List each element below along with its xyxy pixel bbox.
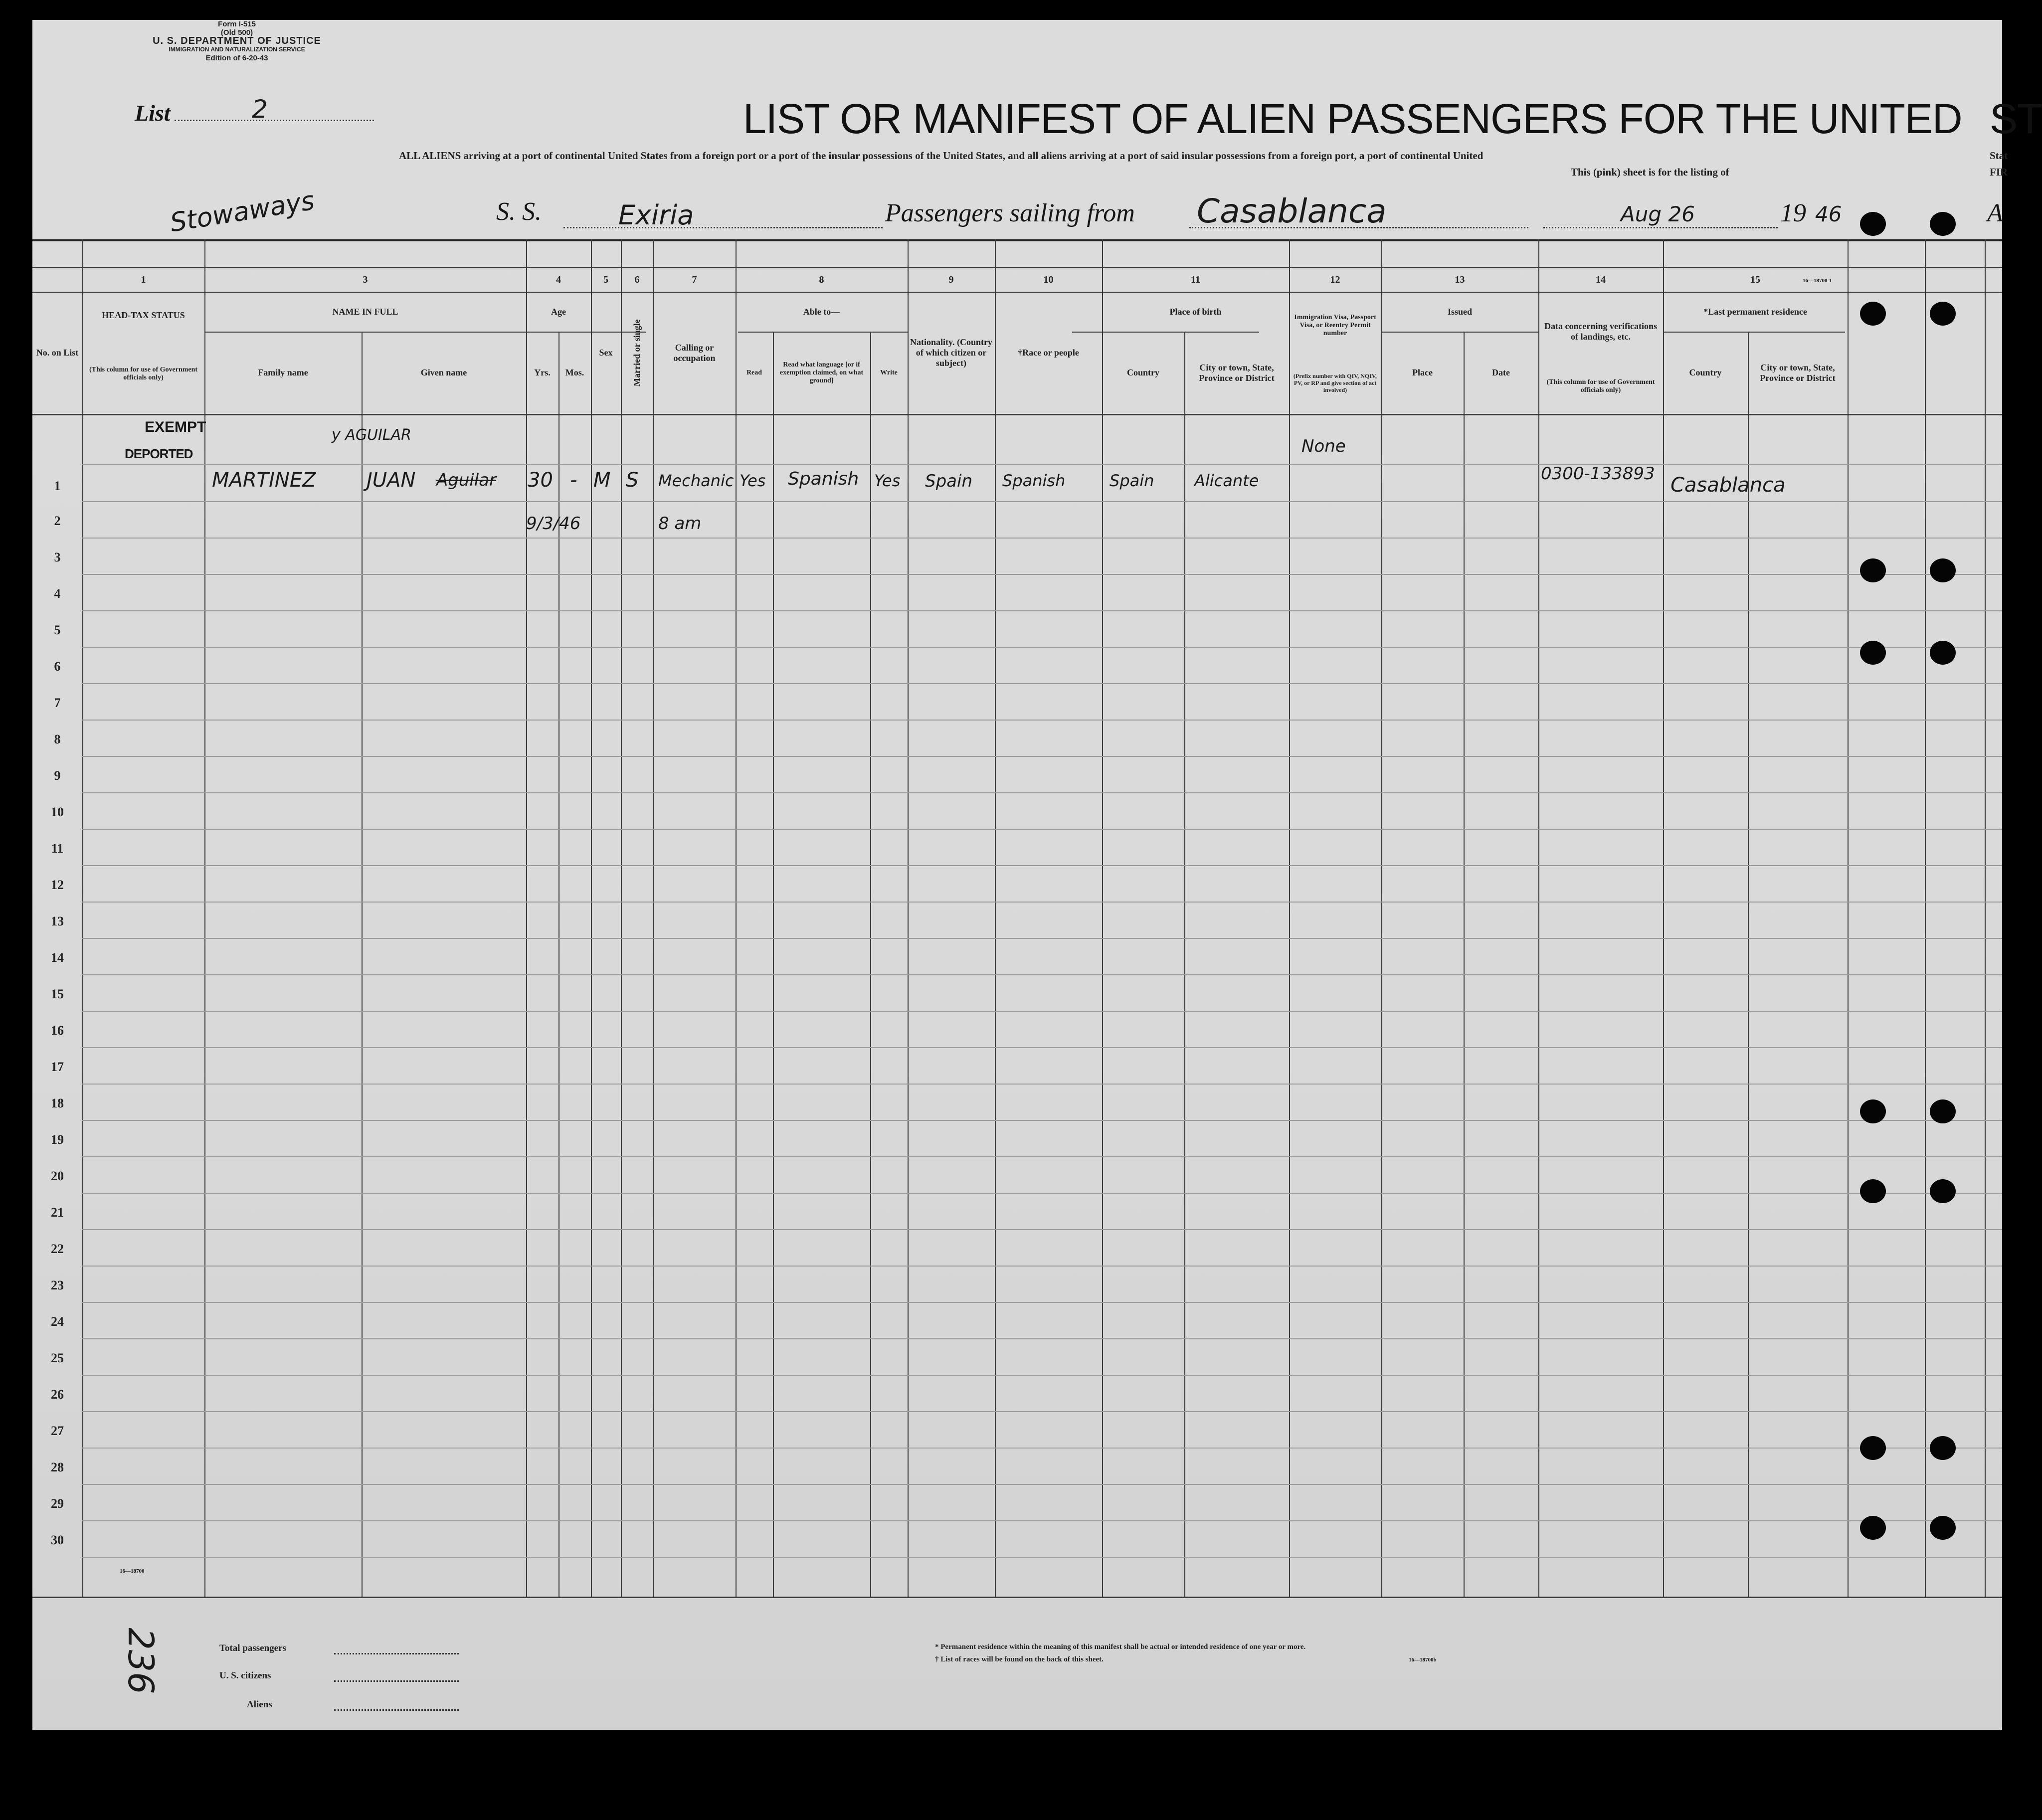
ss-label: S. S. — [496, 197, 542, 226]
col-line — [1381, 239, 1382, 1597]
row-number: 17 — [51, 1060, 64, 1074]
row-number: 12 — [51, 878, 64, 892]
column-number: 1 — [141, 274, 146, 285]
row-rule — [82, 938, 2002, 939]
row-rule — [82, 829, 2002, 830]
service-label: IMMIGRATION AND NATURALIZATION SERVICE — [169, 46, 305, 53]
residence-country-value: Casablanca — [1671, 474, 1786, 497]
header-nationality: Nationality. (Country of which citizen or subject) — [910, 337, 993, 368]
ship-name: Exiria — [618, 199, 694, 231]
header-married: Married or single — [632, 319, 642, 386]
subtitle-right-2: FIR — [1990, 166, 2008, 178]
col-line — [995, 239, 996, 1597]
row-rule — [82, 610, 2002, 611]
row-rule — [82, 538, 2002, 539]
column-number: 3 — [363, 274, 368, 285]
header-issued-place: Place — [1412, 367, 1433, 377]
stowaways-note: Stowaways — [168, 185, 317, 238]
row-rule — [82, 683, 2002, 684]
row-number: 21 — [51, 1205, 64, 1220]
given-name-struck: Aguilar — [436, 470, 497, 490]
binder-hole — [1860, 212, 1886, 236]
header-verification: Data concerning verifications of landings, etc. — [1544, 321, 1657, 342]
birth-city-value: Alicante — [1194, 471, 1259, 490]
header-read: Read — [746, 368, 762, 376]
header-age-years: Yrs. — [534, 367, 551, 377]
row-rule — [82, 647, 2002, 648]
row-rule — [82, 1047, 2002, 1048]
aliens-label: Aliens — [247, 1699, 272, 1710]
row-rule — [82, 1484, 2002, 1485]
header-head-tax-note: (This column for use of Government officials only) — [89, 366, 198, 381]
header-visa: Immigration Visa, Passport Visa, or Reentry Permit number — [1294, 313, 1376, 337]
exempt-stamp: EXEMPT — [145, 419, 206, 435]
header-sex: Sex — [599, 348, 613, 358]
header-write: Write — [880, 368, 898, 376]
row-rule — [82, 1375, 2002, 1376]
row-number: 16 — [51, 1023, 64, 1038]
column-number: 15 — [1750, 274, 1760, 285]
language-value: Spanish — [788, 469, 859, 489]
row-rule — [82, 1193, 2002, 1194]
sailing-label: Passengers sailing from — [885, 199, 1135, 227]
binder-hole — [1930, 1099, 1956, 1123]
header-issued: Issued — [1447, 306, 1473, 317]
header-birth-country: Country — [1126, 367, 1159, 377]
age-months: - — [570, 469, 577, 492]
row-number: 14 — [51, 950, 64, 965]
row-rule — [82, 720, 2002, 721]
col-line — [870, 332, 871, 1597]
header-race: †Race or people — [1018, 348, 1079, 358]
row-number: 2 — [54, 514, 61, 528]
form-header — [132, 20, 342, 62]
col-line — [1985, 239, 1986, 1597]
subtitle-right-1: Stat — [1990, 150, 2008, 162]
given-name: JUAN — [367, 469, 416, 492]
header-family-name: Family name — [258, 367, 308, 377]
ship-line-right: A — [1987, 199, 2003, 227]
header-issued-date: Date — [1492, 367, 1510, 377]
col-line — [1925, 239, 1926, 1597]
row-number: 7 — [54, 696, 61, 710]
col-line — [653, 239, 654, 1597]
binder-hole — [1860, 1179, 1886, 1203]
header-birth-city: City or town, State, Province or District — [1199, 362, 1275, 383]
row-rule — [82, 1011, 2002, 1012]
race-value: Spanish — [1002, 471, 1066, 490]
col-line — [1289, 239, 1290, 1597]
header-place-of-birth: Place of birth — [1169, 306, 1222, 317]
header-head-tax: HEAD-TAX STATUS — [102, 310, 185, 320]
us-citizens-line — [334, 1680, 459, 1682]
header-name-in-full: NAME IN FULL — [332, 306, 398, 317]
ship-name-line — [563, 227, 883, 228]
col-line — [1184, 332, 1185, 1597]
page-title: LIST OR MANIFEST OF ALIEN PASSENGERS FOR THE UNITED — [743, 95, 1962, 142]
occupation-value: Mechanic — [658, 471, 734, 490]
visa-value: None — [1301, 436, 1346, 456]
annotation-time: 8 am — [658, 514, 702, 534]
side-number: 236 — [120, 1628, 161, 1694]
header-visa-note: (Prefix number with QIV, NQIV, PV, or RP and give section of act involved) — [1293, 372, 1377, 393]
table-top-border — [32, 239, 2002, 241]
binder-hole — [1860, 558, 1886, 582]
binder-hole — [1930, 212, 1956, 236]
binder-hole — [1930, 302, 1956, 326]
edition-label: Edition of 6-20-43 — [205, 54, 268, 62]
header-last-residence: *Last permanent residence — [1703, 306, 1807, 317]
col-line — [526, 239, 527, 1597]
row-number: 30 — [51, 1533, 64, 1547]
row-rule — [82, 1120, 2002, 1121]
sailing-date: Aug 26 — [1621, 202, 1695, 226]
row-number: 22 — [51, 1242, 64, 1256]
col-line — [1848, 239, 1849, 1597]
row-number: 23 — [51, 1278, 64, 1292]
header-verification-note: (This column for use of Government officials only) — [1546, 378, 1655, 394]
col-line — [908, 239, 909, 1597]
column-number: 11 — [1191, 274, 1200, 285]
year-prefix: 19 — [1780, 199, 1806, 227]
column-number: 14 — [1596, 274, 1606, 285]
old-form-number: (Old 500) — [220, 28, 253, 37]
column-number: 13 — [1455, 274, 1465, 285]
row-number: 5 — [54, 623, 61, 637]
age-years: 30 — [528, 469, 553, 492]
colnum-rule — [32, 267, 2002, 268]
married-value: S — [626, 469, 639, 492]
row-rule — [82, 756, 2002, 757]
header-residence-city: City or town, State, Province or District — [1760, 362, 1836, 383]
row-rule — [82, 1448, 2002, 1449]
column-number: 7 — [692, 274, 697, 285]
row-number: 11 — [51, 841, 64, 856]
list-number: 2 — [252, 95, 268, 124]
col-line — [204, 239, 205, 1597]
print-code-footnote: 16—18700b — [1409, 1657, 1437, 1663]
row-number: 1 — [54, 479, 61, 493]
row-number: 6 — [54, 659, 61, 674]
binder-hole — [1930, 641, 1956, 665]
binder-hole — [1860, 1516, 1886, 1540]
col-line — [362, 332, 363, 1597]
family-name: MARTINEZ — [212, 469, 316, 492]
column-number: 8 — [819, 274, 824, 285]
header-bottom-rule — [32, 414, 2002, 415]
row-rule — [82, 1084, 2002, 1085]
print-code-top: 16—18700-1 — [1803, 278, 1832, 284]
family-name-addition: y AGUILAR — [332, 426, 411, 444]
col-line — [773, 332, 774, 1597]
header-residence-country: Country — [1689, 367, 1722, 377]
row-rule — [82, 1338, 2002, 1339]
table-bottom-border — [32, 1597, 2002, 1598]
column-number: 4 — [556, 274, 561, 285]
row-rule — [82, 974, 2002, 975]
row-number: 15 — [51, 987, 64, 1001]
row-number: 19 — [51, 1132, 64, 1147]
list-line — [175, 120, 374, 121]
row-number: 25 — [51, 1351, 64, 1365]
header-age: Age — [551, 306, 566, 317]
col-line — [621, 239, 622, 1597]
row-rule — [82, 1557, 2002, 1558]
col-line — [82, 239, 83, 1597]
col-line — [1538, 239, 1539, 1597]
binder-hole — [1860, 1436, 1886, 1460]
row-number: 24 — [51, 1314, 64, 1329]
row-rule — [82, 1156, 2002, 1157]
header-no-on-list: No. on List — [36, 348, 79, 358]
binder-hole — [1930, 1179, 1956, 1203]
department-label: U. S. DEPARTMENT OF JUSTICE — [153, 35, 321, 46]
binder-hole — [1860, 302, 1886, 326]
row-rule — [82, 792, 2002, 793]
manifest-sheet — [32, 20, 2042, 1730]
form-number: Form I-515 — [218, 20, 256, 28]
row-number: 10 — [51, 805, 64, 819]
verification-value: 0300-133893 — [1541, 464, 1655, 484]
binder-hole — [1930, 1516, 1956, 1540]
binder-hole — [1930, 1436, 1956, 1460]
binder-hole — [1930, 558, 1956, 582]
col-line — [1102, 239, 1103, 1597]
column-number: 9 — [948, 274, 954, 285]
row-rule — [82, 1302, 2002, 1303]
footnote-residence: * Permanent residence within the meaning of this manifest shall be actual or intended residence of one year or more. — [935, 1643, 1306, 1651]
header-able-to: Able to— — [803, 306, 840, 317]
column-number: 12 — [1330, 274, 1340, 285]
row-number: 8 — [54, 732, 61, 746]
row-number: 28 — [51, 1460, 64, 1474]
subtitle-line-2: This (pink) sheet is for the listing of — [1571, 166, 1729, 178]
total-passengers-label: Total passengers — [219, 1643, 286, 1653]
row-number: 18 — [51, 1096, 64, 1110]
header-read-language: Read what language [or if exemption claimed, on what ground] — [779, 361, 864, 384]
subtitle-line-1: ALL ALIENS arriving at a port of continental United States from a foreign port or a port of the insular possessions of the United States, and all aliens arriving at a port of said insular possessions from a foreign port, a port of continental United — [399, 150, 1484, 162]
binder-hole — [1860, 641, 1886, 665]
row-number: 29 — [51, 1496, 64, 1511]
row-number: 20 — [51, 1169, 64, 1183]
header-given-name: Given name — [420, 367, 467, 377]
row-rule — [82, 501, 2002, 502]
birth-country-value: Spain — [1110, 471, 1154, 490]
row-number: 13 — [51, 914, 64, 928]
sex-value: M — [593, 469, 611, 492]
row-number: 9 — [54, 768, 61, 783]
header-calling: Calling or occupation — [673, 342, 716, 363]
total-passengers-line — [334, 1653, 459, 1654]
col-line — [1663, 239, 1664, 1597]
row-rule — [82, 1411, 2002, 1412]
col-line — [1748, 332, 1749, 1597]
us-citizens-label: U. S. citizens — [219, 1670, 271, 1681]
col-line — [736, 239, 737, 1597]
row-number: 27 — [51, 1424, 64, 1438]
col-line — [591, 239, 592, 1597]
header-age-months: Mos. — [565, 367, 584, 377]
date-line — [1543, 227, 1778, 228]
row-rule — [82, 1266, 2002, 1267]
row-rule — [82, 464, 2002, 465]
list-label: List — [135, 100, 171, 126]
row-rule — [82, 1229, 2002, 1230]
row-rule — [82, 865, 2002, 866]
write-value: Yes — [874, 471, 901, 490]
page-title-continued: ST — [1990, 95, 2042, 142]
year-suffix: 46 — [1815, 202, 1842, 226]
row-number: 26 — [51, 1387, 64, 1402]
footnote-races: † List of races will be found on the back of this sheet. — [935, 1655, 1104, 1663]
column-number: 10 — [1043, 274, 1054, 285]
aliens-line — [334, 1709, 459, 1711]
annotation-date: 9/3/46 — [526, 514, 581, 534]
print-code-bottom: 16—18700 — [120, 1568, 145, 1574]
column-number: 6 — [634, 274, 640, 285]
port-name: Casablanca — [1197, 192, 1387, 230]
row-rule — [82, 574, 2002, 575]
binder-hole — [1860, 1099, 1886, 1123]
row-number: 4 — [54, 586, 61, 601]
column-number: 5 — [603, 274, 608, 285]
nationality-value: Spain — [925, 471, 972, 491]
row-rule — [82, 902, 2002, 903]
row-number: 3 — [54, 550, 61, 564]
deported-stamp: DEPORTED — [125, 446, 193, 461]
col-line — [1464, 332, 1465, 1597]
read-value: Yes — [740, 471, 766, 490]
row-rule — [82, 1520, 2002, 1521]
